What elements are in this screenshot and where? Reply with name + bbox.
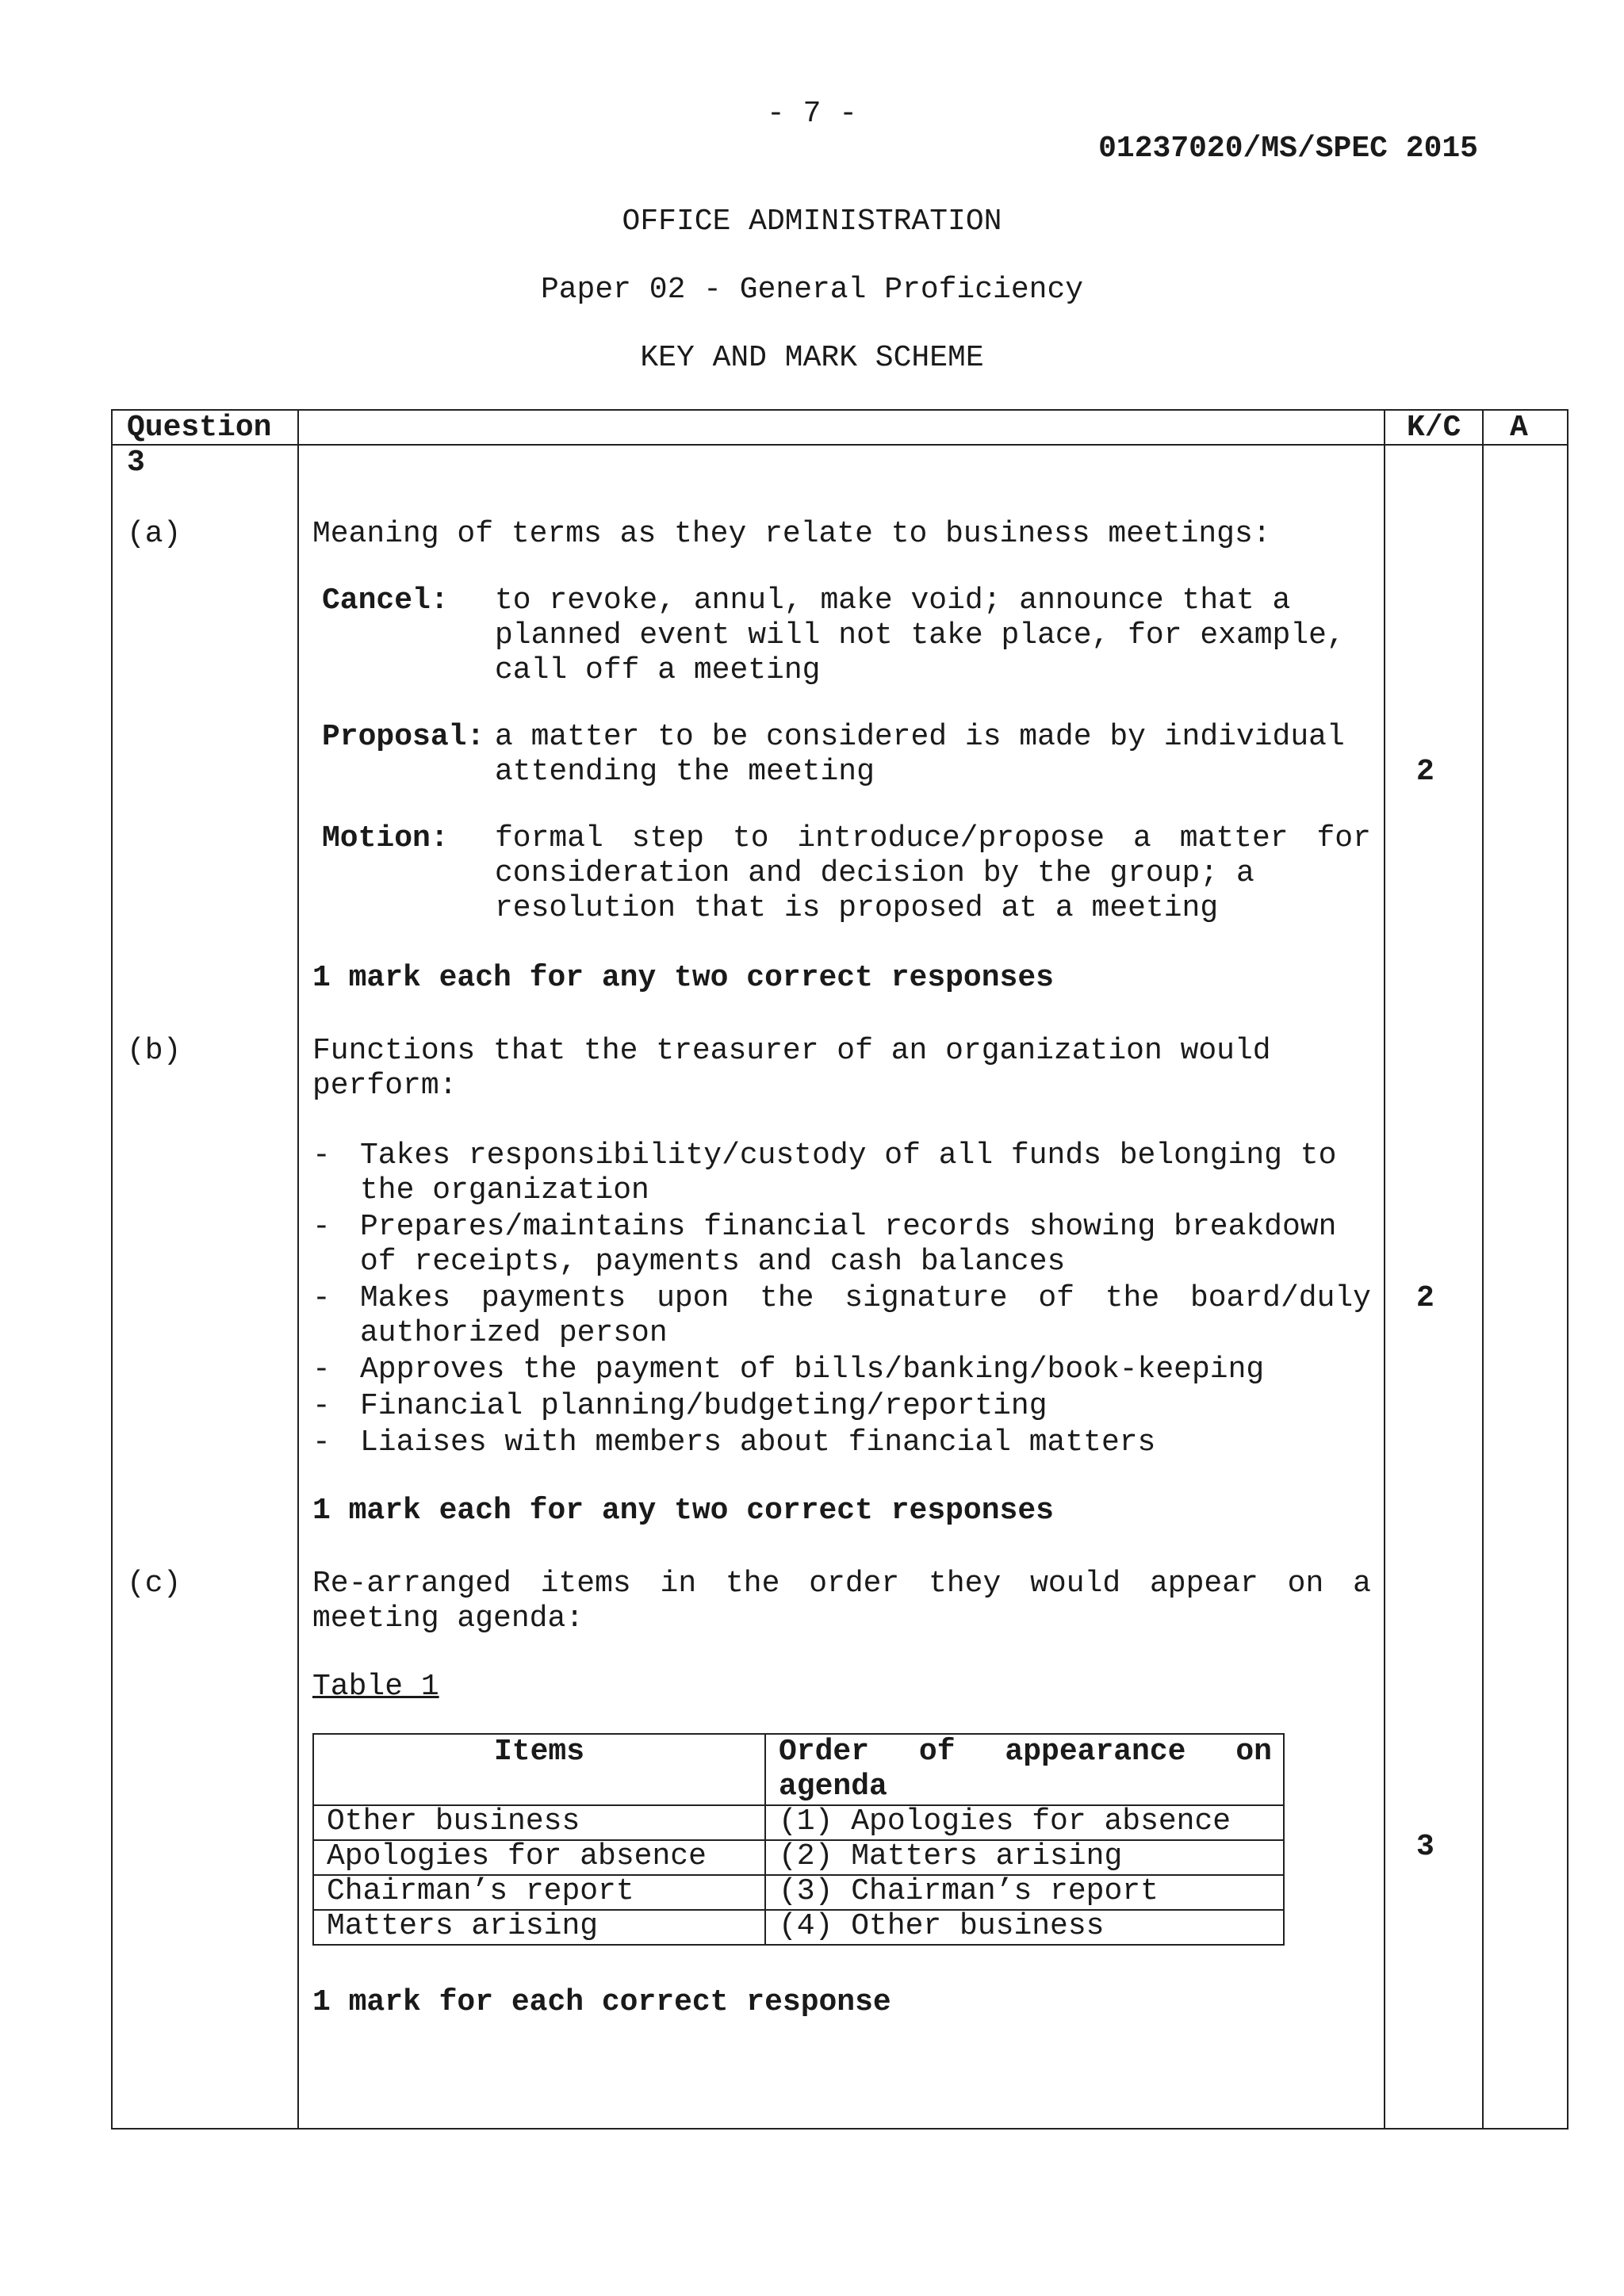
bullet-dash: - (312, 1425, 331, 1460)
part-c-intro: meeting agenda: (312, 1601, 584, 1636)
part-b-intro: perform: (312, 1069, 458, 1103)
column-divider (1482, 411, 1484, 2128)
bullet-dash: - (312, 1353, 331, 1387)
part-b-intro: Functions that the treasurer of an organization would (312, 1034, 1271, 1068)
definition-line: resolution that is proposed at a meeting (495, 891, 1219, 925)
word: signature (845, 1281, 1008, 1315)
definition-line: consideration and decision by the group; a (495, 856, 1254, 890)
term-motion: Motion: (322, 821, 449, 855)
table-1-caption: Table 1 (312, 1670, 439, 1704)
word: Makes (360, 1281, 451, 1315)
part-c-mark-note: 1 mark for each correct response (312, 1985, 891, 2019)
part-a-mark-note: 1 mark each for any two correct responses (312, 961, 1054, 995)
word: the (760, 1281, 814, 1315)
word: introduce/propose (797, 821, 1105, 855)
word: a (1353, 1567, 1371, 1601)
bullet-text: Takes responsibility/custody of all funds belonging to (360, 1138, 1337, 1173)
word: of (918, 1735, 956, 1769)
order-column-header-line: agenda (779, 1770, 887, 1804)
word: upon (657, 1281, 730, 1315)
bullet-text: the organization (360, 1173, 649, 1207)
bullet-dash: - (312, 1389, 331, 1423)
agenda-table (312, 1733, 1285, 1946)
word: matter (1179, 821, 1289, 855)
word: formal (495, 821, 603, 855)
order-column-header (779, 1735, 1272, 1770)
agenda-order: (3) Chairman’s report (779, 1874, 1159, 1908)
part-c-intro (312, 1567, 1371, 1601)
definition-line (495, 821, 1371, 856)
word: of (1038, 1281, 1074, 1315)
kc-column-header: K/C (1407, 411, 1461, 445)
bullet-text: Financial planning/budgeting/reporting (360, 1389, 1048, 1423)
part-a-intro: Meaning of terms as they relate to business meetings: (312, 517, 1271, 551)
bullet-dash: - (312, 1138, 331, 1173)
agenda-order: (4) Other business (779, 1909, 1105, 1943)
paper-title: Paper 02 - General Proficiency (540, 273, 1084, 307)
part-c-label: (c) (127, 1567, 182, 1601)
a-column-header: A (1510, 411, 1528, 445)
agenda-item: Apologies for absence (327, 1839, 707, 1873)
word: Re-arranged (312, 1567, 511, 1601)
bullet-text: Liaises with members about financial matters (360, 1425, 1156, 1460)
header-divider (113, 444, 1567, 446)
subject-title: OFFICE ADMINISTRATION (622, 205, 1002, 239)
bullet-text: Prepares/maintains financial records showing breakdown (360, 1210, 1337, 1244)
word: for (1316, 821, 1371, 855)
word: step (631, 821, 704, 855)
word: they (929, 1567, 1002, 1601)
mark-scheme-table (111, 409, 1568, 2130)
definition-line: call off a meeting (495, 653, 821, 687)
word: the (1105, 1281, 1160, 1315)
page-number: - 7 - (766, 97, 858, 131)
definition-line: attending the meeting (495, 755, 875, 789)
word: Order (779, 1735, 870, 1769)
definition-line: planned event will not take place, for example, (495, 618, 1345, 652)
bullet-text: of receipts, payments and cash balances (360, 1245, 1066, 1279)
part-b-kc-marks: 2 (1416, 1281, 1434, 1315)
word: items (540, 1567, 631, 1601)
word: the (725, 1567, 780, 1601)
word: order (809, 1567, 900, 1601)
word: would (1030, 1567, 1121, 1601)
word: appearance (1005, 1735, 1186, 1769)
word: payments (481, 1281, 626, 1315)
word: a (1133, 821, 1151, 855)
part-a-label: (a) (127, 517, 182, 551)
question-number: 3 (127, 446, 145, 480)
part-a-kc-marks: 2 (1416, 755, 1434, 789)
column-divider (297, 411, 299, 2128)
document-code: 01237020/MS/SPEC 2015 (1098, 132, 1478, 166)
term-proposal: Proposal: (322, 720, 485, 754)
bullet-text: Approves the payment of bills/banking/book-keeping (360, 1353, 1265, 1387)
definition-line: a matter to be considered is made by individual (495, 720, 1345, 754)
term-cancel: Cancel: (322, 584, 449, 618)
agenda-item: Other business (327, 1804, 580, 1839)
bullet-dash: - (312, 1281, 331, 1315)
word: on (1287, 1567, 1324, 1601)
word: on (1235, 1735, 1272, 1769)
part-c-kc-marks: 3 (1416, 1830, 1434, 1864)
bullet-text: authorized person (360, 1316, 668, 1350)
word: appear (1149, 1567, 1258, 1601)
bullet-dash: - (312, 1210, 331, 1244)
part-b-mark-note: 1 mark each for any two correct responses (312, 1494, 1054, 1528)
word: board/duly (1189, 1281, 1371, 1315)
word: in (660, 1567, 697, 1601)
agenda-item: Chairman’s report (327, 1874, 634, 1908)
word: to (732, 821, 769, 855)
question-column-header: Question (127, 411, 272, 445)
bullet-text (360, 1281, 1371, 1316)
agenda-item: Matters arising (327, 1909, 599, 1943)
agenda-order: (1) Apologies for absence (779, 1804, 1231, 1839)
definition-line: to revoke, annul, make void; announce that a (495, 584, 1291, 618)
part-b-label: (b) (127, 1034, 182, 1068)
column-divider (1384, 411, 1385, 2128)
items-column-header: Items (493, 1735, 585, 1769)
agenda-order: (2) Matters arising (779, 1839, 1123, 1873)
scheme-title: KEY AND MARK SCHEME (640, 341, 984, 375)
